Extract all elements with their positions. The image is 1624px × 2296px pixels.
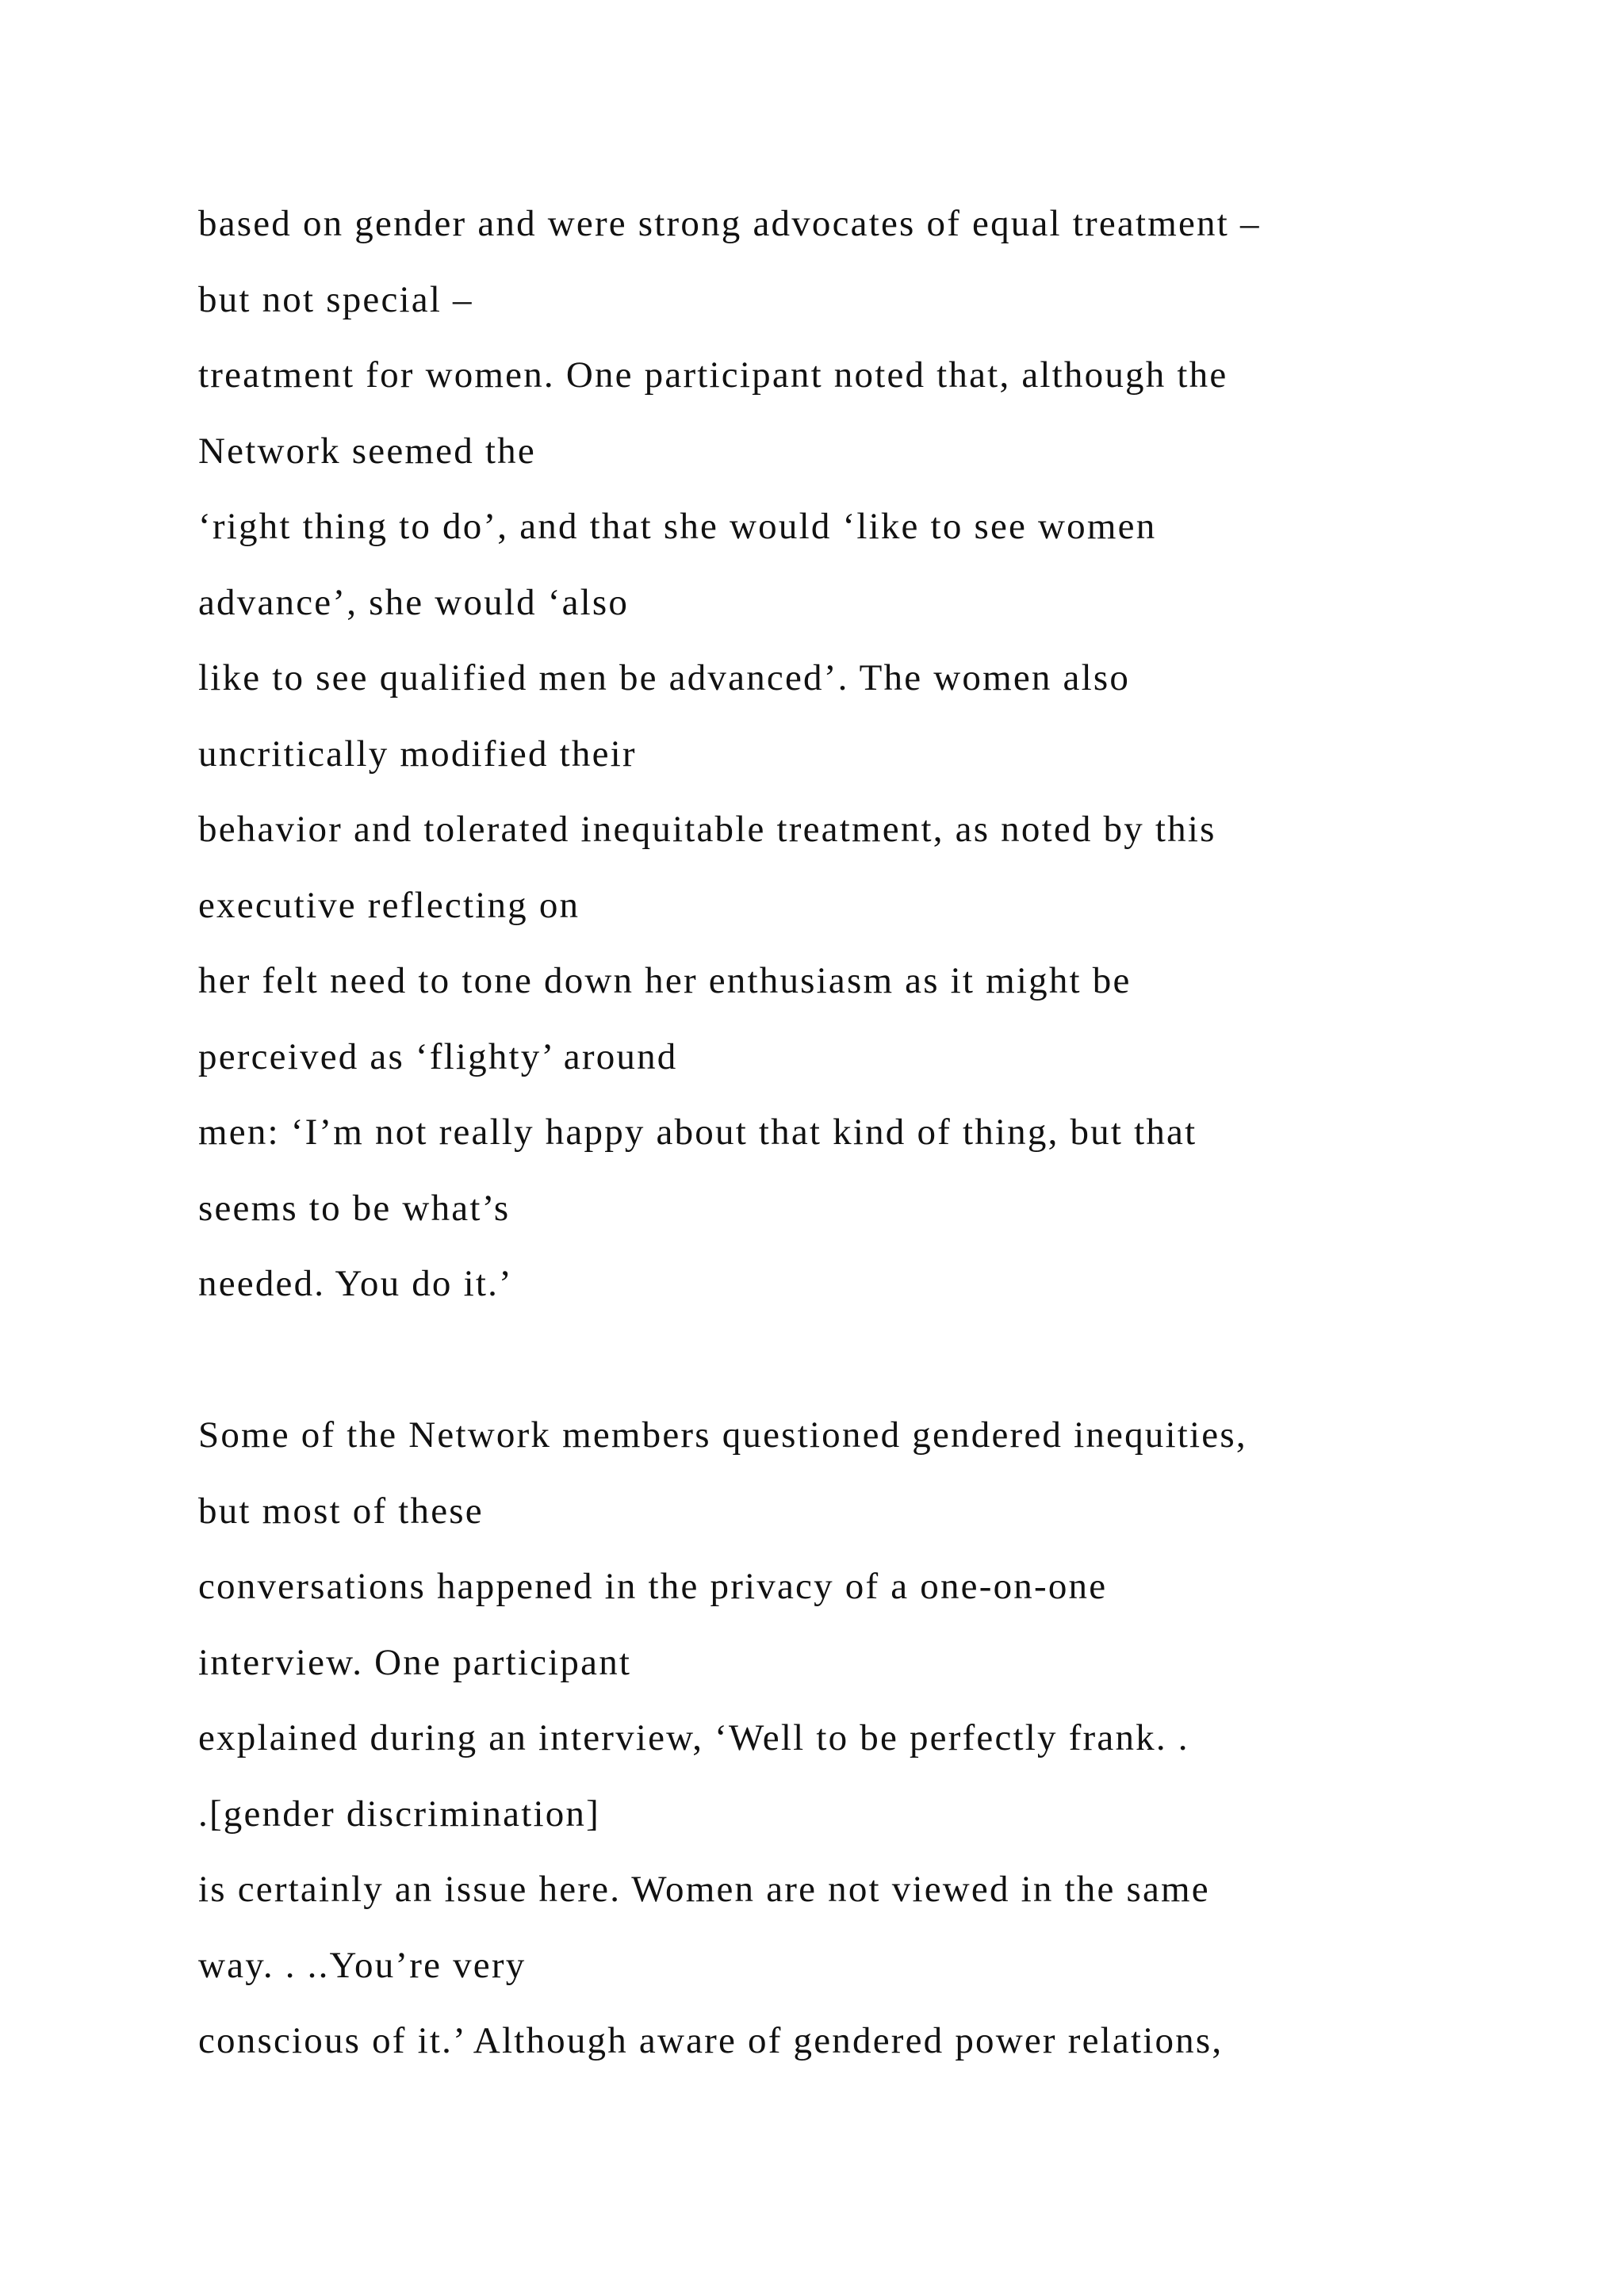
text-line: treatment for women. One participant noted that, although the (198, 354, 1228, 396)
text-line: ‘right thing to do’, and that she would ‘like to see women (198, 506, 1157, 547)
text-line: Network seemed the (198, 430, 536, 472)
text-line: seems to be what’s (198, 1187, 511, 1229)
text-line: Some of the Network members questioned gendered inequities, (198, 1414, 1247, 1456)
body-text (198, 194, 1610, 2087)
text-line: way. . ..You’re very (198, 1944, 527, 1986)
text-line: advance’, she would ‘also (198, 581, 630, 623)
text-line: is certainly an issue here. Women are not viewed in the same (198, 1869, 1210, 1910)
text-line: but not special – (198, 278, 473, 320)
text-line: interview. One participant (198, 1641, 632, 1683)
text-line: executive reflecting on (198, 884, 580, 926)
text-line: based on gender and were strong advocates of equal treatment – (198, 203, 1261, 244)
text-line: explained during an interview, ‘Well to be perfectly frank. . (198, 1717, 1189, 1758)
text-line: needed. You do it.’ (198, 1263, 513, 1304)
text-line: .[gender discrimination] (198, 1793, 600, 1835)
text-line: behavior and tolerated inequitable treatment, as noted by this (198, 809, 1216, 850)
text-line: perceived as ‘flighty’ around (198, 1035, 678, 1077)
text-line: like to see qualified men be advanced’. The women also (198, 657, 1131, 698)
text-line: men: ‘I’m not really happy about that kind of thing, but that (198, 1112, 1197, 1153)
text-line: conscious of it.’ Although aware of gendered power relations, (198, 2020, 1224, 2061)
text-line: uncritically modified their (198, 733, 637, 775)
text-line: conversations happened in the privacy of a one-on-one (198, 1566, 1108, 1607)
paragraph-break (198, 1330, 1610, 1406)
text-line: her felt need to tone down her enthusiasm as it might be (198, 960, 1132, 1001)
text-line: but most of these (198, 1490, 484, 1532)
